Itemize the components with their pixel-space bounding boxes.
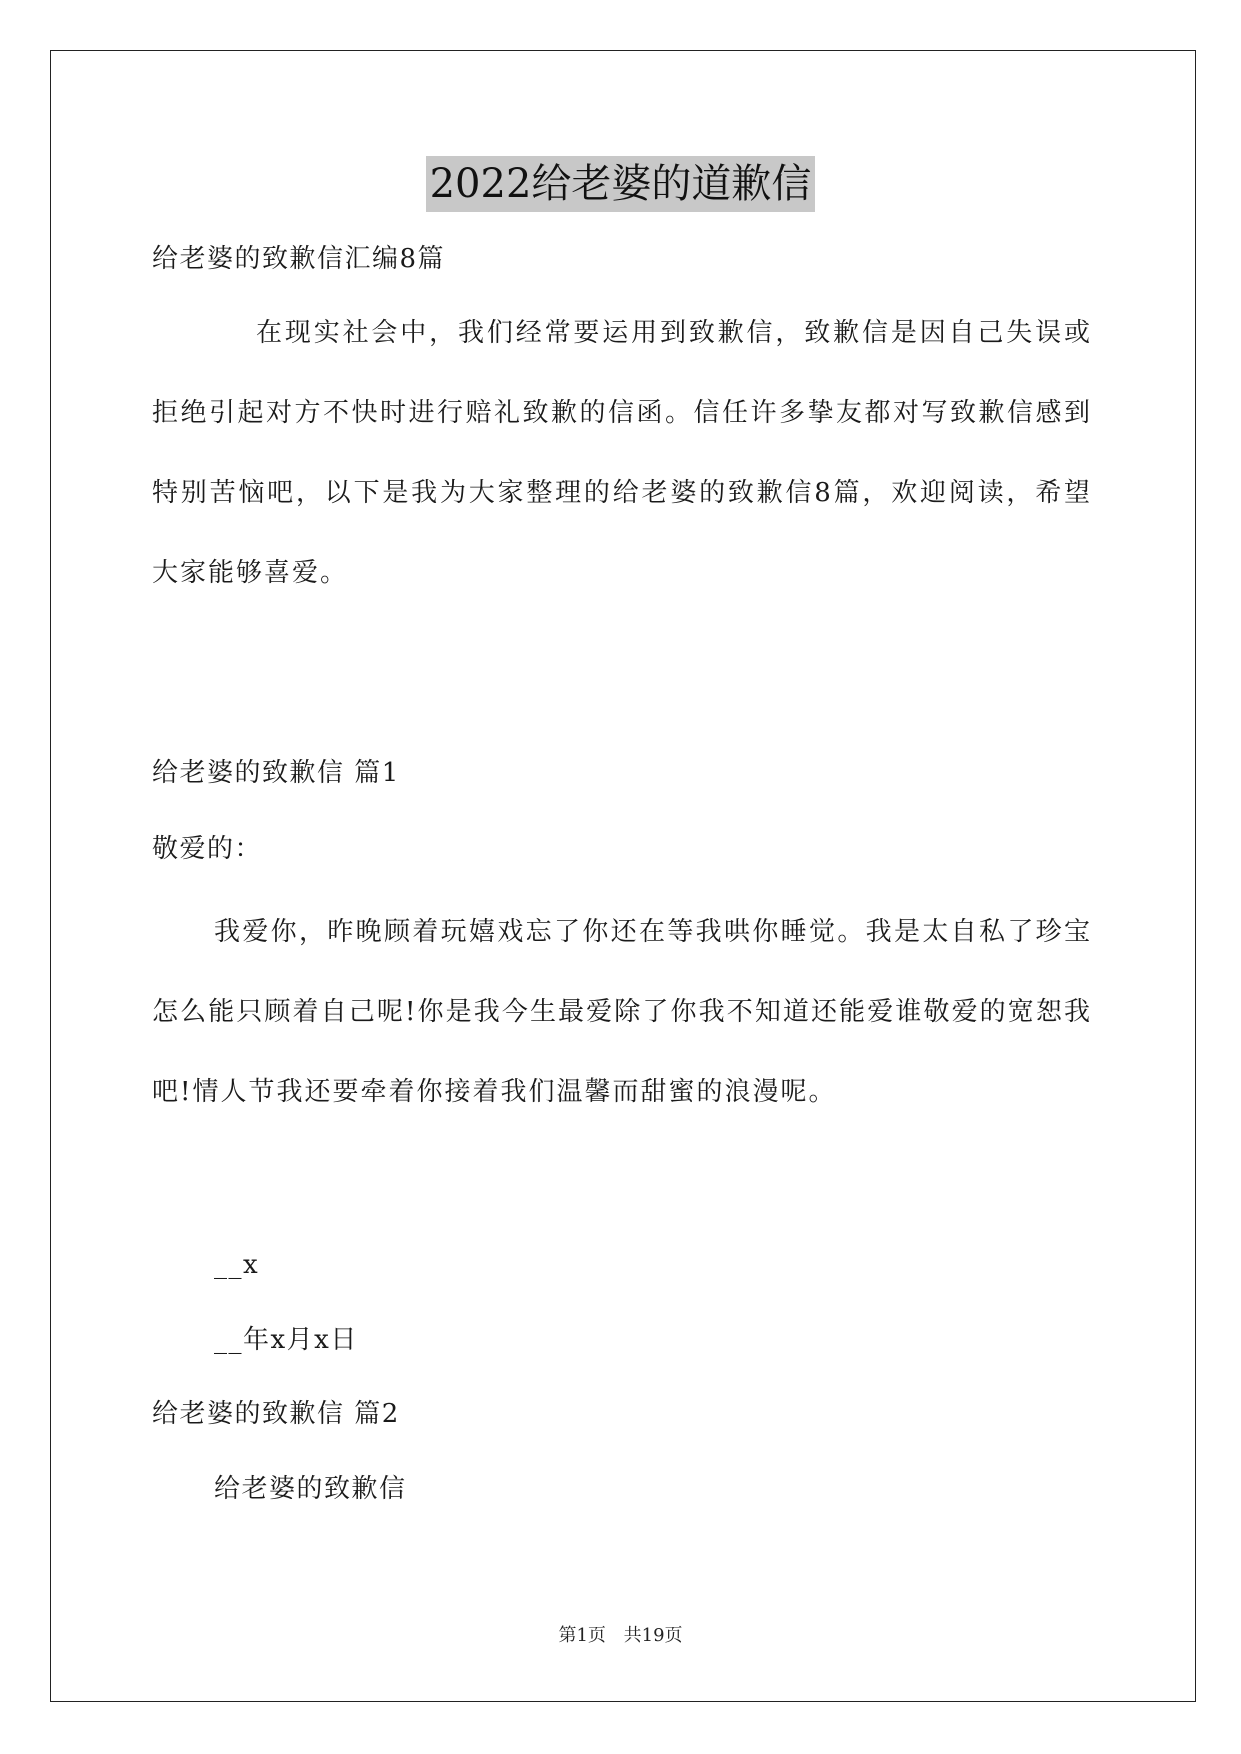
section1-signature: __x [214,1250,260,1280]
page-current: 第1页 [558,1625,606,1646]
section2-first-line: 给老婆的致歉信 [214,1474,407,1504]
document-subtitle: 给老婆的致歉信汇编8篇 [152,244,446,274]
document-title: 2022给老婆的道歉信 [426,156,816,212]
section1-date: __年x月x日 [214,1325,358,1355]
intro-paragraph: 在现实社会中，我们经常要运用到致歉信，致歉信是因自己失误或拒绝引起对方不快时进行赔礼致歉的信函。信任许多挚友都对写致歉信感到特别苦恼吧，以下是我为大家整理的给老婆的致歉信8篇，欢迎阅读，希望大家能够喜爱。 [152,318,1092,588]
section1-heading: 给老婆的致歉信 篇1 [152,758,400,788]
page-total: 共19页 [623,1625,683,1646]
title-container [0,156,1241,212]
page-footer [0,1624,1241,1648]
section1-body: 我爱你，昨晚顾着玩嬉戏忘了你还在等我哄你睡觉。我是太自私了珍宝怎么能只顾着自己呢!你是我今生最爱除了你我不知道还能爱谁敬爱的宽恕我吧!情人节我还要牵着你接着我们温馨而甜蜜的浪漫呢。 [152,917,1092,1107]
section1-salutation: 敬爱的： [152,834,263,864]
section2-heading: 给老婆的致歉信 篇2 [152,1399,400,1429]
